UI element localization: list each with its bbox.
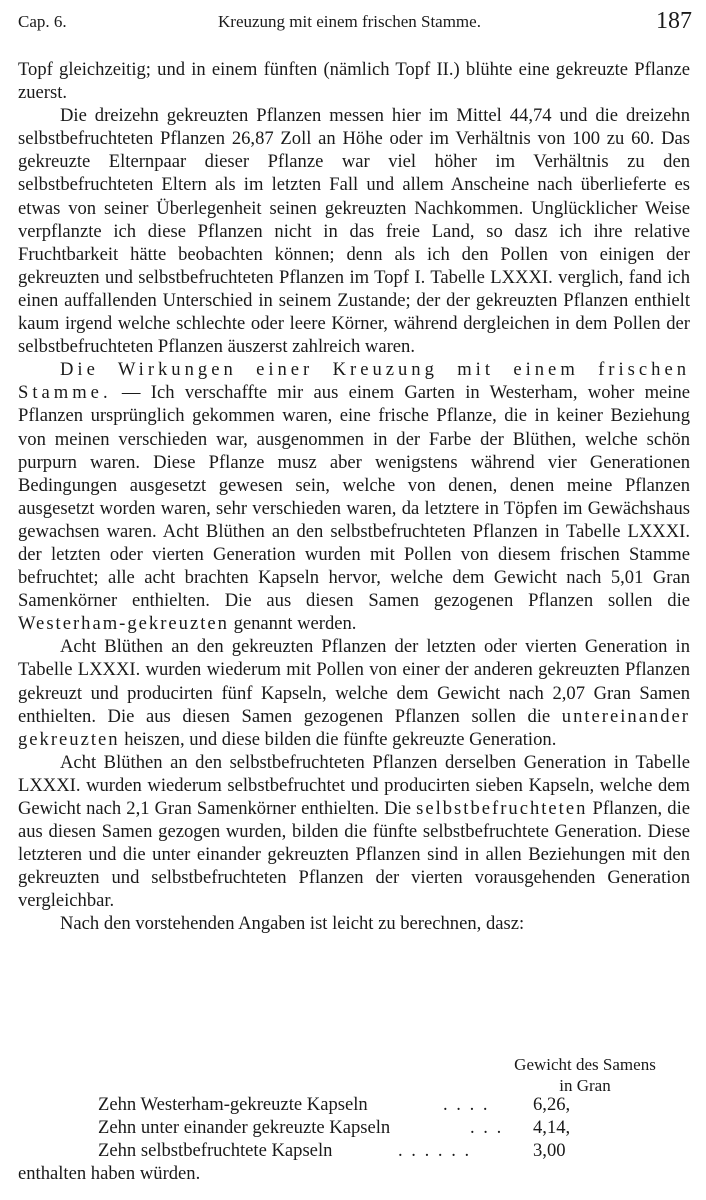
- table-row: [98, 1094, 618, 1117]
- row-leader-dots: . . . . . .: [398, 1140, 472, 1161]
- table-column-header: [490, 1054, 680, 1096]
- running-title: Kreuzung mit einem frischen Stamme.: [218, 12, 481, 31]
- term-selbstbefruchteten: selbstbefruchteten: [416, 798, 588, 819]
- paragraph-3-text-a: — Ich verschaffte mir aus einem Garten in Westerham, woher meine Pflanzen ursprünglich gekommen waren, eine frische Pflanze, die in keiner Beziehung von meinen verschieden war, ausgenommen in der Farbe der Blüthen, welche schön purpurn waren. Diese Pflanze musz aber wenigstens während vier Generationen Bedingungen ausgesetzt gewesen sein, welche von denen, denen meine Pflanzen ausgesetzt worden waren, sehr verschieden waren, da letztere in Töpfen im Gewächshaus gewachsen waren. Acht Blüthen an den selbstbefruchteten Pflanzen in Tabelle LXXXI. der letzten oder vierten Generation wurden mit Pollen von diesem frischen Stamme befruchtet; alle acht brachten Kapseln hervor, welche dem Gewicht nach 5,01 Gran Samenkörner enthielten. Die aus diesen Samen gezogenen Pflanzen sollen die: [18, 382, 690, 612]
- row-label: Zehn Westerham-gekreuzte Kapseln: [98, 1094, 368, 1115]
- table-header-line-2: in Gran: [559, 1076, 611, 1095]
- row-label: Zehn selbstbefruchtete Kapseln: [98, 1140, 333, 1161]
- table-row: [98, 1117, 618, 1140]
- running-header: [18, 8, 692, 36]
- row-value: 4,14,: [533, 1117, 571, 1138]
- paragraph-2: Die dreizehn gekreuzten Pflanzen messen hier im Mittel 44,74 und die dreizehn selbstbefruchteten Pflanzen 26,87 Zoll an Höhe oder im Verhältnis von 100 zu 60. Das gekreuzte Elternpaar dieser Pflanze war viel höher im Verhältnis zu den selbstbefruchteten Eltern als im letzten Fall und allem Anscheine nach überlieferte es etwas von seiner Überlegenheit seinen gekreuzten Nachkommen. Unglücklicher Weise verpflanzte ich diese Pflanzen nicht in das freie Land, so dasz ich ihre relative Fruchtbarkeit hätte beobachten können; denn als ich den Pollen von einigen der gekreuzten und selbstbefruchteten Pflanzen im Topf I. Tabelle LXXXI. verglich, fand ich einen auffallenden Unterschied in seinem Zustande; der der gekreuzten Pflanzen enthielt kaum irgend welche schlechte oder leere Körner, während dergleichen in dem Pollen der selbstbefruchteten Pflanzen äuszerst zahlreich waren.: [18, 105, 690, 358]
- body-text: [18, 58, 690, 936]
- row-leader-dots: . . . .: [443, 1094, 490, 1115]
- table-row: [98, 1140, 618, 1163]
- row-label: Zehn unter einander gekreuzte Kapseln: [98, 1117, 391, 1138]
- paragraph-6: Nach den vorstehenden Angaben ist leicht zu berechnen, dasz:: [60, 913, 525, 935]
- row-value: 3,00: [533, 1140, 566, 1161]
- paragraph-5-text-b: Pflanzen, die aus diesen Samen gezogen wurden, bilden die fünfte selbstbefruchtete Generation. Diese letzteren und die unter einander gekreuzten Pflanzen sind in allen Beziehungen mit den gekreuzten und selbstbefruchteten Pflanzen der vierten vorausgehenden Generation vergleichbar.: [18, 798, 690, 912]
- row-leader-dots: . . .: [470, 1117, 504, 1138]
- paragraph-5: [18, 751, 690, 913]
- term-westerham-gekreuzten: Westerham-gekreuzten: [18, 613, 229, 635]
- table-header-line-1: Gewicht des Samens: [514, 1055, 656, 1074]
- paragraph-4-text-a: Acht Blüthen an den gekreuzten Pflanzen der letzten oder vierten Generation in Tabelle LXXXI. wurden wiederum mit Pollen von einer der anderen gekreuzten Pflanzen gekreuzt und producirten fünf Kapseln, welche dem Gewicht nach 2,07 Gran Samen enthielten. Die aus diesen Samen gezogenen Pflanzen sollen die: [18, 636, 690, 727]
- paragraph-1: Topf gleichzeitig; und in einem fünften (nämlich Topf II.) blühte eine gekreuzte Pflanze zuerst.: [18, 59, 690, 104]
- paragraph-4: [18, 635, 690, 750]
- paragraph-4-text-b: heiszen, und diese bilden die fünfte gekreuzte Generation.: [119, 728, 557, 750]
- term-untereinander-gekreuzten: untereinander gekreuzten: [18, 705, 690, 750]
- chapter-label: Cap. 6.: [18, 12, 67, 31]
- row-value: 6,26,: [533, 1094, 571, 1115]
- paragraph-3-text-b: genannt werden.: [228, 613, 357, 635]
- paragraph-3: [18, 358, 690, 635]
- page-number: 187: [656, 8, 692, 34]
- section-heading-spaced: Die Wirkungen einer Kreuzung mit einem frischen Stamme.: [18, 359, 690, 404]
- paragraph-5-text-a: Acht Blüthen an den selbstbefruchteten Pflanzen derselben Generation in Tabelle LXXXI. wurden wiederum selbstbefruchtet und producirten sieben Kapseln, welche dem Gewicht nach 2,1 Gran Samenkörner enthielten. Die: [18, 751, 690, 819]
- closing-line: enthalten haben würden.: [18, 1163, 201, 1184]
